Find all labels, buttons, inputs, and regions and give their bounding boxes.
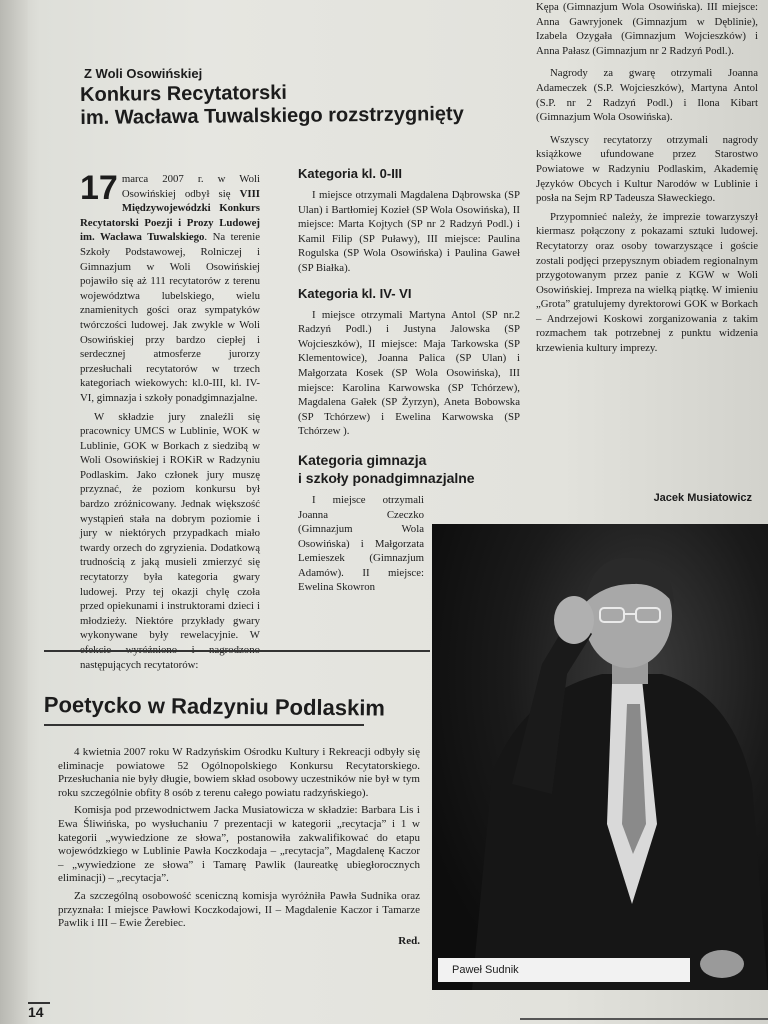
article-title-line1: Konkurs Recytatorski	[80, 81, 287, 106]
article-column-3	[536, 0, 758, 360]
category-results-gimnazja: I miejsce otrzymali Joanna Czeczko (Gimnazjum Wola Osowińska) i Małgorzata Lemieszek (Gimnazjum Adamów). II miejsce: Ewelina Skowron	[298, 493, 424, 594]
category-heading-0-3: Kategoria kl. 0-III	[298, 166, 403, 181]
category-heading-4-6: Kategoria kl. IV- VI	[298, 285, 412, 301]
dialect-awards: Nagrody za gwarę otrzymali Joanna Adameczek (S.P. Wojcieszków), Martyna Antol (S.P. nr 2 Radzyń Podl.) i Ilona Kibart (Gimnazjum Wola Osowińska).	[536, 67, 758, 124]
footer-rule	[520, 1018, 768, 1020]
section-divider	[44, 650, 430, 652]
category-heading-gimnazja: Kategoria gimnazja i szkoły ponadgimnazjalne	[298, 451, 475, 486]
article-author: Jacek Musiatowicz	[653, 492, 752, 504]
article-title	[80, 80, 464, 130]
page-number: 14	[28, 1004, 44, 1020]
category-results-4-6: I miejsce otrzymali Martyna Antol (SP nr.2 Radzyń Podl.) i Justyna Jalowska (SP Wojcieszków), II miejsce: Maja Tarkowska (SP Klementowice), Joanna Palica (SP Ulan) i Małgorzata Kosek (SP Wola Osowińska), III miejsce: Karolina Karwowska (SP Tchórzew), Magdalena Gałek (SP Żyrzyn), Aneta Bobowska (SP Tchórzew) i Ewelina Karwowska (SP Tchórzew ).	[298, 308, 520, 438]
speaker-photo	[432, 524, 768, 990]
dropcap: 17	[80, 169, 118, 207]
category-results-0-3: I miejsce otrzymali Magdalena Dąbrowska (SP Ulan) i Bartłomiej Kozieł (SP Wola Osowińska), II miejsce: Marta Kojtych (SP nr 2 Radzyń Podl.) i Kamil Filip (SP Puławy), III miejsce: Paulina Rogulska (SP Wola Osowińska) i Paulina Gaweł (SP Białka).	[298, 189, 520, 274]
binding-shadow	[0, 0, 28, 1024]
speaker-silhouette	[432, 524, 768, 990]
intro-paragraph: 17 marca 2007 r. w Woli Osowińskiej odbył się VIII Międzywojewódzki Konkurs Recytatorski Poezji i Prozy Ludowej im. Wacława Tuwalskiego. Na terenie Szkoły Podstawowej, Rolniczej i Gimnazjum w Woli Osowińskiej pojawiło się aż 111 recytatorów z terenu województwa lubelskiego, wielu znamienitych gości oraz sympatyków twórczości ludowej. Jak zwykle w Woli Osowińskiej przy bardzo ciepłej i serdecznej atmosferze jurorzy przesłuchali recytatorów w trzech kategoriach wiekowych: kl.0-III, kl. IV- VI, gimnazja i szkoły ponadgimnazjalne.	[80, 169, 260, 404]
article2-title: Poetycko w Radzyniu Podlaskim	[43, 692, 386, 721]
article2-body	[58, 746, 420, 952]
photo-caption: Paweł Sudnik	[438, 958, 690, 982]
article2-paragraph-2: Komisja pod przewodnictwem Jacka Musiatowicza w składzie: Barbara Lis i Ewa Śliwińska, po wysłuchaniu 7 prezentacji w kategorii „recytacja” i 1 w kategorii „wywiedzione ze słowa”, postanowiła zakwalifikować do etapu wojewódzkiego w Lublinie Pawła Koczkodaja – „recytacja”, Magdalenę Kaczor – „wywiedzione ze słowa” i Tamarę Pawlik (laureatkę ubiegłorocznych eliminacji) – „recytacja”.	[58, 804, 420, 885]
jury-paragraph: W składzie jury znaleźli się pracownicy UMCS w Lublinie, WOK w Lublinie, GOK w Borkach z siedzibą w Woli Osowińskiej i ROKiR w Radzyniu Podlaskim. Jako członek jury muszę przyznać, że poziom konkursu był bardzo zróżnicowany. Jednak większość wystąpień stała na dobrym poziomie i jury w niektórych przypadkach miało twardy orzech do zgryzienia. Dodatkową trudnością z jaką musieli zmierzyć się recytatorzy była kategoria gwary ludowej. Przy tej okazji chylę czoła przed opiekunami i instruktorami dzieci i młodzieży. Niektóre przykłady gwary wykonywane były rewelacyjnie. W następujących recytatorów:	[80, 410, 260, 671]
article2-paragraph-3: Za szczególną osobowość sceniczną komisja wyróżniła Pawła Sudnika oraz przyznała: I miejsce Pawłowi Koczkodajowi, II – Magdalenie Kaczor i Tamarze Pawlik i III – Ewie Żerebiec.	[58, 889, 420, 930]
article-overline: Z Woli Osowińskiej	[84, 66, 203, 81]
closing-paragraph: Przypomnieć należy, że imprezie towarzyszył kiermasz połączony z pokazami sztuki ludowej. Recytatorzy oraz osoby towarzyszące i goście zostali podjęci przepysznym obiadem regionalnym przygotowanym przez panie z KGW w Woli Osowińskiej. Impreza na wielką piątkę. W imieniu „Grota” gratulujemy dyrektorowi GOK w Borkach – Andrzejowi Koskowi zorganizowania z takim rozmachem tak potrzebnej z punktu widzenia krzewienia kultury imprezy.	[536, 210, 758, 355]
article2-title-underline	[44, 724, 364, 726]
results-continued: Kępa (Gimnazjum Wola Osowińska). III miejsce: Anna Gawryjonek (Gimnazjum w Dęblinie), Izabela Ozygała (Gimnazjum Wojcieszków) i Anna Pałasz (Gimnazjum nr 2 Radzyń Podl.).	[536, 1, 758, 57]
prizes-paragraph: Wszyscy recytatorzy otrzymali nagrody książkowe ufundowane przez Starostwo Powiatowe w Radzyniu Podlaskim, Akademię Języków Obcych i Kultur Narodów w Lublinie i posła na Sejm RP Tadeusza Sławeckiego.	[536, 133, 758, 205]
article2-signature: Red.	[398, 934, 420, 947]
article-title-line2: im. Wacława Tuwalskiego rozstrzygnięty	[80, 102, 464, 129]
article2-paragraph-1: 4 kwietnia 2007 roku W Radzyńskim Ośrodku Kultury i Rekreacji odbyły się eliminacje powiatowe 52 Ogólnopolskiego Konkursu Recytatorskiego. Przesłuchania nie były długie, bowiem skład osobowy uczestników nie był w tym roku szczególnie obfity 8 osób z terenu całego powiatu radzyńskiego).	[58, 746, 420, 799]
article-column-1	[80, 169, 260, 676]
